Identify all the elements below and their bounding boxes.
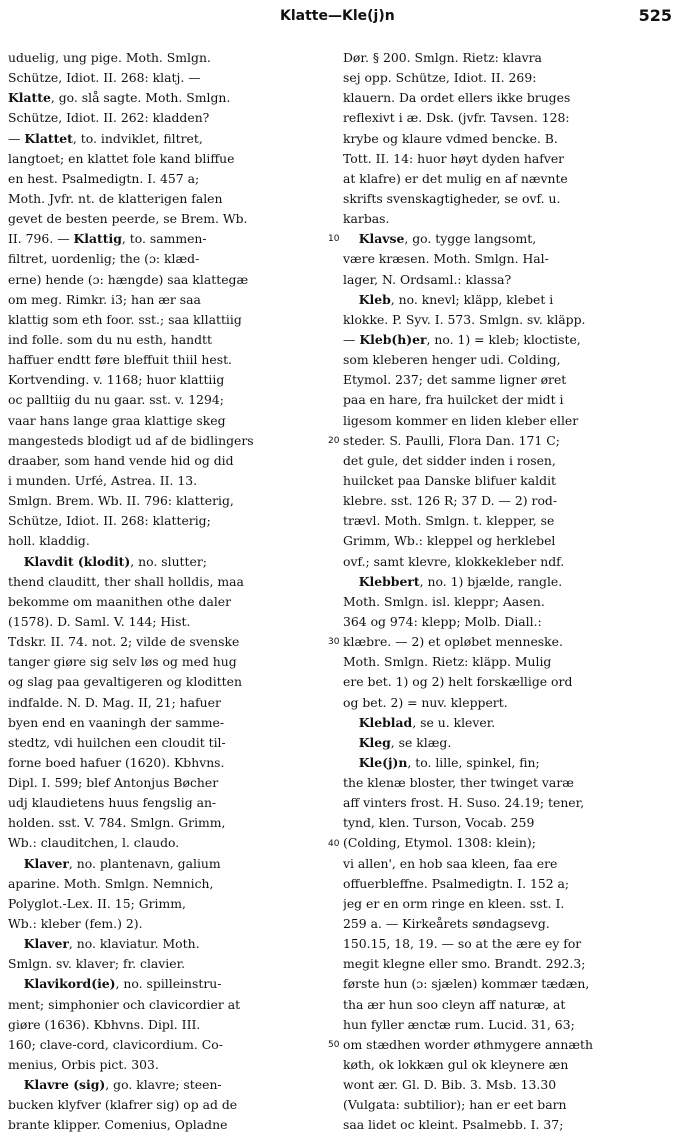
text-line: indfalde. N. D. Mag. II, 21; hafuer [8,694,221,710]
text-line: Moth. Smlgn. isl. kleppr; Aasen. [343,593,545,609]
text-line: forne boed hafuer (1620). Kbhvns. [8,754,225,770]
headword: Klatte [8,90,51,106]
text-line: Tott. II. 14: huor høyt dyden hafver [343,150,565,166]
text-line: at klafre) er det mulig en af nævnte [343,170,568,186]
text-line: giøre (1636). Kbhvns. Dipl. III. [8,1016,201,1032]
text-line: Wb.: kleber (fem.) 2). [8,916,143,932]
text-line: aff vinters frost. H. Suso. 24.19; tener, [343,795,585,811]
text-line: jeg er en orm ringe en kleen. sst. I. [343,895,565,911]
text-line: — Kleb(h)er, no. 1) = kleb; kloctiste, [343,331,581,347]
text-line: om stædhen worder øthmygere annæth [343,1036,593,1052]
text-line: 160; clave-cord, clavicordium. Co- [8,1036,223,1052]
line-number-marker: 40 [328,838,340,849]
text-line: ligesom kommer en liden kleber eller [343,412,579,428]
text-line: karbas. [343,211,390,227]
text-line: huilcket paa Danske blifuer kaldit [343,472,557,488]
text-line: Moth. Jvfr. nt. de klatterigen falen [8,190,223,206]
headword: Klavikord(ie) [23,976,116,992]
text-line: vaar hans lange graa klattige skeg [8,412,226,428]
text-line: hun fyller ænctæ rum. Lucid. 31, 63; [343,1016,575,1032]
text-line: Grimm, Wb.: kleppel og herklebel [343,533,556,549]
text-line: wont ær. Gl. D. Bib. 3. Msb. 13.30 [343,1077,557,1093]
text-line: bekomme om maanithen othe daler [8,593,232,609]
text-line: ind folle. som du nu esth, handtt [8,331,213,347]
text-line: ment; simphonier och clavicordier at [8,996,241,1012]
text-line: tha ær hun soo cleyn aff naturæ, at [343,996,566,1012]
text-line: vi allen', en hob saa kleen, faa ere [343,855,558,871]
text-line: køth, ok lokkæn gul ok kleynere æn [343,1057,569,1073]
text-line: bucken klyfver (klafrer sig) op ad de [8,1097,238,1113]
text-line: og bet. 2) = nuv. kleppert. [343,694,508,710]
headword: Kleb(h)er [359,331,427,347]
text-line: offuerbleffne. Psalmedigtn. I. 152 a; [343,875,570,891]
text-line: holden. sst. V. 784. Smlgn. Grimm, [8,815,226,831]
text-line: megit klegne eller smo. Brandt. 292.3; [343,956,586,972]
text-line: Klavikord(ie), no. spilleinstru- [23,976,222,992]
text-line: ovf.; samt klevre, klokkekleber ndf. [343,553,565,569]
text-line: Schütze, Idiot. II. 268: klatj. — [8,70,201,86]
text-line: filtret, uordenlig; the (ɔ: klæd- [8,251,200,267]
text-line: (Vulgata: subtilior); han er eet barn [343,1097,567,1113]
headword: Klaver [23,855,69,871]
text-line: Klavre (sig), go. klavre; steen- [23,1077,222,1093]
text-line: tanger giøre sig selv løs og med hug [8,654,237,670]
text-line: saa lidet oc kleint. Psalmebb. I. 37; [343,1117,564,1133]
text-line: om meg. Rimkr. i3; han ær saa [8,291,201,307]
text-line: Schütze, Idiot. II. 268: klatterig; [8,513,211,529]
text-line: Tdskr. II. 74. not. 2; vilde de svenske [8,634,240,650]
running-head: Klatte—Kle(j)n [280,8,395,24]
text-line: Kleblad, se u. klever. [358,714,496,730]
text-line: Schütze, Idiot. II. 262: kladden? [8,110,210,126]
text-line: første hun (ɔ: sjælen) kommær tædæn, [343,976,590,992]
text-line: langtoet; en klattet fole kand bliffue [8,150,235,166]
text-line: udj klaudietens huus fengslig an- [8,795,217,811]
headword: Klavse [358,231,405,247]
text-line: Dipl. I. 599; blef Antonjus Bøcher [8,775,219,791]
line-number-marker: 10 [328,234,340,245]
text-line: byen end en vaaningh der samme- [8,714,225,730]
text-line: det gule, det sidder inden i rosen, [343,452,556,468]
text-line: en hest. Psalmedigtn. I. 457 a; [8,170,200,186]
text-line: Moth. Smlgn. Rietz: kläpp. Mulig [343,654,552,670]
text-line: være kræsen. Moth. Smlgn. Hal- [343,251,549,267]
text-line: haffuer endtt føre bleffuit thiil hest. [8,352,232,368]
text-line: Klaver, no. klaviatur. Moth. [23,936,200,952]
headword: Klebbert [358,573,420,589]
headword: Kleg [358,734,391,750]
text-line: klæbre. — 2) et opløbet menneske. [343,634,563,650]
line-number-marker: 30 [328,637,340,648]
text-line: Klatte, go. slå sagte. Moth. Smlgn. [8,90,231,106]
text-line: i munden. Urfé, Astrea. II. 13. [8,472,198,488]
text-line: Kleg, se klæg. [358,734,452,750]
text-line: klebre. sst. 126 R; 37 D. — 2) rod- [343,493,558,509]
text-line: (1578). D. Saml. V. 144; Hist. [8,613,191,629]
text-line: Klaver, no. plantenavn, galium [23,855,221,871]
text-line: og slag paa gevaltigeren og kloditten [8,674,242,690]
text-line: Polyglot.-Lex. II. 15; Grimm, [8,895,186,911]
text-line: erne) hende (ɔ: hængde) saa klattegæ [8,271,249,287]
headword: Klaver [23,936,69,952]
text-line: 364 og 974: klepp; Molb. Diall.: [343,613,542,629]
text-line: Etymol. 237; det samme ligner øret [343,372,567,388]
line-number-marker: 50 [328,1040,340,1051]
text-line: the klenæ bloster, ther twinget varæ [343,775,574,791]
text-line: klokke. P. Syv. I. 573. Smlgn. sv. kläpp. [343,311,586,327]
text-line: skrifts svenskagtigheder, se ovf. u. [343,190,561,206]
text-line: lager, N. Ordsaml.: klassa? [343,271,512,287]
page-header [0,0,686,34]
text-line: draaber, som hand vende hid og did [8,452,234,468]
text-line: sej opp. Schütze, Idiot. II. 269: [343,70,537,86]
headword: Klavre (sig) [23,1077,106,1093]
text-line: II. 796. — Klattig, to. sammen- [8,231,207,247]
text-line: krybe og klaure vdmed bencke. B. [343,130,558,146]
text-line: (Colding, Etymol. 1308: klein); [343,835,536,851]
page-number: 525 [638,6,672,25]
text-line: Smlgn. sv. klaver; fr. clavier. [8,956,186,972]
text-line: Klavse, go. tygge langsomt, [358,231,537,247]
text-line: aparine. Moth. Smlgn. Nemnich, [8,875,214,891]
text-line: 150.15, 18, 19. — so at the ære ey for [343,936,582,952]
text-line: klattig som eth foor. sst.; saa kllattiig [8,311,242,327]
text-line: menius, Orbis pict. 303. [8,1057,159,1073]
text-line: reflexivt i æ. Dsk. (jvfr. Tavsen. 128: [343,110,570,126]
text-line: Kleb, no. knevl; kläpp, klebet i [358,291,554,307]
left-column [8,48,326,1136]
text-line: klauern. Da ordet ellers ikke bruges [343,90,571,106]
text-line: Smlgn. Brem. Wb. II. 796: klatterig, [8,493,234,509]
headword: Klavdit (klodit) [23,553,131,569]
text-line: thend clauditt, ther shall holldis, maa [8,573,244,589]
text-line: Wb.: clauditchen, l. claudo. [8,835,180,851]
text-line: uduelig, ung pige. Moth. Smlgn. [8,50,211,65]
text-line: brante klipper. Comenius, Opladne [8,1117,228,1133]
line-number-marker: 20 [328,435,340,446]
headword: Kleblad [358,714,413,730]
headword: Klattig [73,231,122,247]
text-line: Klavdit (klodit), no. slutter; [23,553,207,569]
text-line: Dør. § 200. Smlgn. Rietz: klavra [343,50,542,65]
text-line: holl. kladdig. [8,533,90,549]
headword: Kleb [358,291,391,307]
text-line: steder. S. Paulli, Flora Dan. 171 C; [343,432,560,448]
text-line: trævl. Moth. Smlgn. t. klepper, se [343,513,555,529]
headword: Kle(j)n [358,754,408,770]
right-column [343,48,678,1136]
text-line: paa en hare, fra huilcket der midt i [343,392,564,408]
text-line: som kleberen henger udi. Colding, [343,352,561,368]
text-line: — Klattet, to. indviklet, filtret, [8,130,203,146]
text-line: 259 a. — Kirkeårets søndagsevg. [343,916,550,932]
text-line: gevet de besten peerde, se Brem. Wb. [8,211,248,227]
text-line: oc palltiig du nu gaar. sst. v. 1294; [8,392,224,408]
text-line: Kle(j)n, to. lille, spinkel, fin; [358,754,540,770]
text-line: Klebbert, no. 1) bjælde, rangle. [358,573,563,589]
text-line: Kortvending. v. 1168; huor klattiig [8,372,225,388]
text-line: ere bet. 1) og 2) helt forskællige ord [343,674,573,690]
text-line: stedtz, vdi huilchen een cloudit til- [8,734,226,750]
text-line: mangesteds blodigt ud af de bidlingers [8,432,254,448]
text-line: tynd, klen. Turson, Vocab. 259 [343,815,535,831]
headword: Klattet [24,130,73,146]
